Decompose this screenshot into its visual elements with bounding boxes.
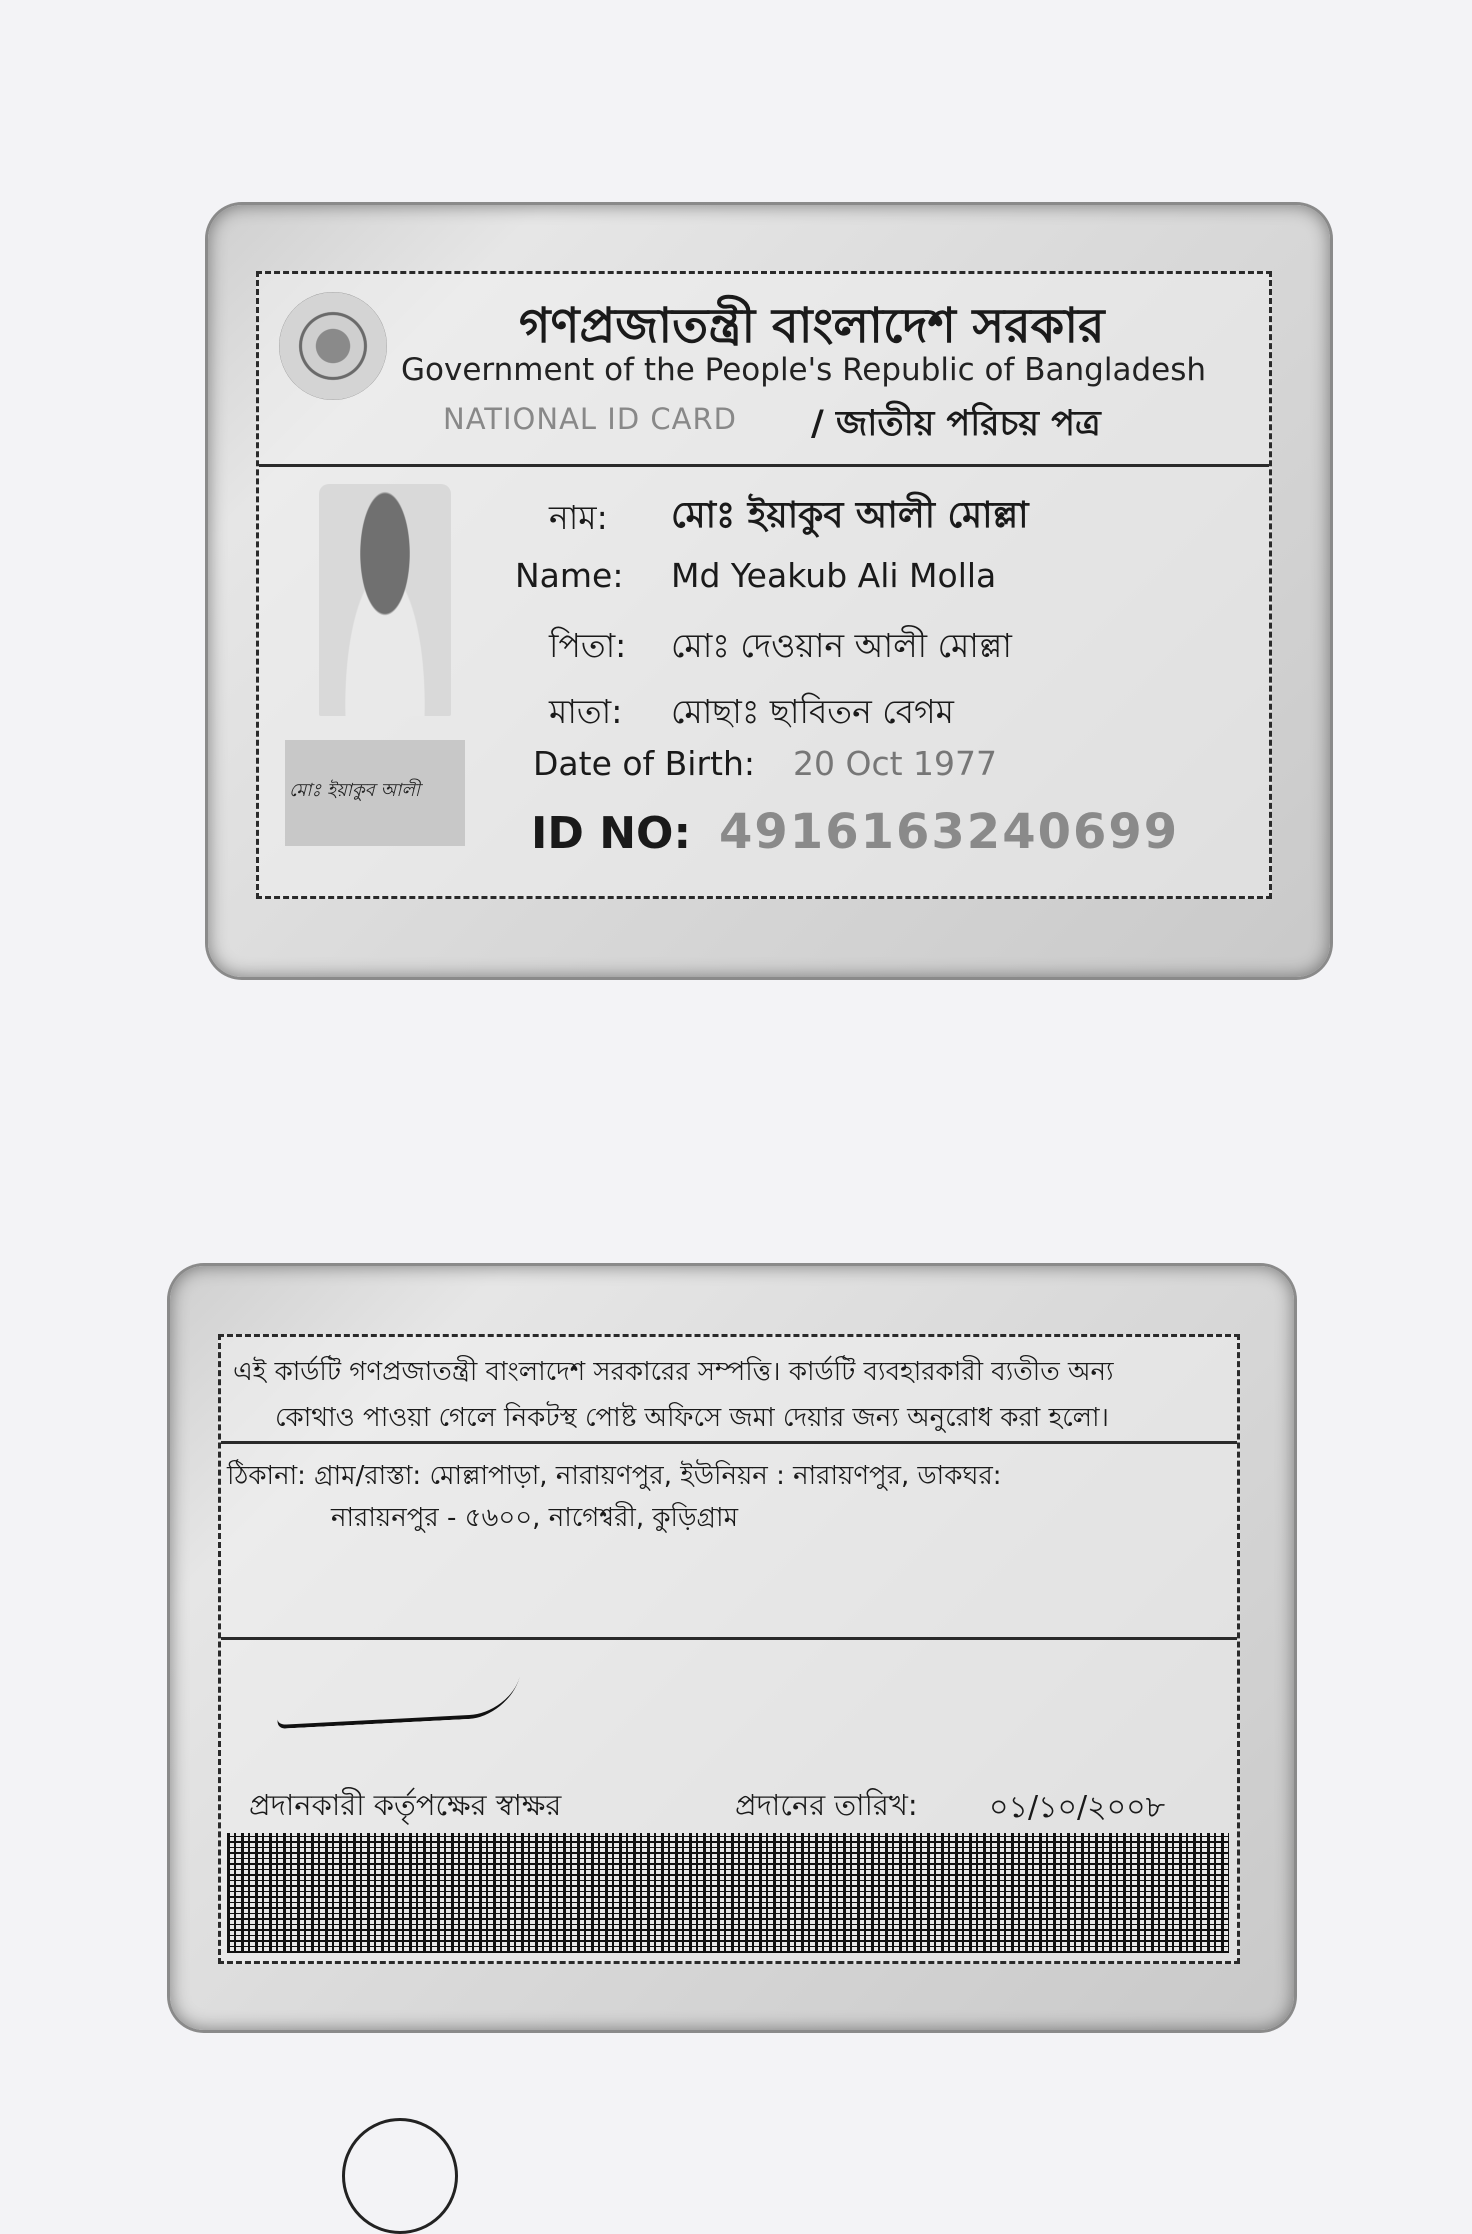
holder-photo [319,484,451,716]
pdf417-barcode [227,1833,1229,1953]
address-divider [221,1637,1237,1640]
back-frame [218,1334,1240,1964]
mother-label: মাতা: [549,692,623,731]
card-type-bengali: / জাতীয় পরিচয় পত্র [811,404,1101,444]
dob-label: Date of Birth: [533,744,756,783]
notice-divider [221,1441,1237,1444]
issue-date-label: প্রদানের তারিখ: [735,1788,918,1822]
holder-signature-text: মোঃ ইয়াকুব আলী [289,780,420,801]
issue-date: ০১/১০/২০০৮ [989,1790,1166,1825]
id-label: ID NO: [531,808,692,859]
id-card-front [208,205,1330,977]
notice-line-1: এই কার্ডটি গণপ্রজাতন্ত্রী বাংলাদেশ সরকারের সম্পত্তি। কার্ডটি ব্যবহারকারী ব্যতীত অন্য [233,1357,1114,1387]
title-bengali: গণপ্রজাতন্ত্রী বাংলাদেশ সরকার [519,298,1105,354]
id-number: 4916163240699 [719,804,1180,860]
header-divider [259,464,1269,467]
title-english: Government of the People's Republic of Bangladesh [401,352,1206,388]
partial-circle-mark [342,2118,458,2234]
name-bn-label: নাম: [549,498,608,537]
name-bn-value: মোঃ ইয়াকুব আলী মোল্লা [671,495,1029,536]
address-line-1: ঠিকানা: গ্রাম/রাস্তা: মোল্লাপাড়া, নারায়ণপুর, ইউনিয়ন : নারায়ণপুর, ডাকঘর: [227,1461,1002,1491]
name-en-label: Name: [515,556,624,595]
issuer-signature [275,1673,521,1729]
holder-signature [285,740,465,846]
father-value: মোঃ দেওয়ান আলী মোল্লা [671,626,1012,665]
address-line-2: নারায়নপুর - ৫৬০০, নাগেশ্বরী, কুড়িগ্রাম [331,1503,739,1533]
issuer-label: প্রদানকারী কর্তৃপক্ষের স্বাক্ষর [249,1788,562,1822]
name-en-value: Md Yeakub Ali Molla [671,556,997,595]
notice-line-2: কোথাও পাওয়া গেলে নিকটস্থ পোষ্ট অফিসে জমা দেয়ার জন্য অনুরোধ করা হলো। [275,1403,1109,1433]
id-card-back [170,1266,1294,2030]
card-type-english: NATIONAL ID CARD [443,402,737,436]
government-seal-icon [279,292,387,400]
father-label: পিতা: [549,626,627,665]
dob-value: 20 Oct 1977 [793,744,998,783]
front-frame [256,271,1272,899]
mother-value: মোছাঃ ছাবিতন বেগম [671,692,954,731]
